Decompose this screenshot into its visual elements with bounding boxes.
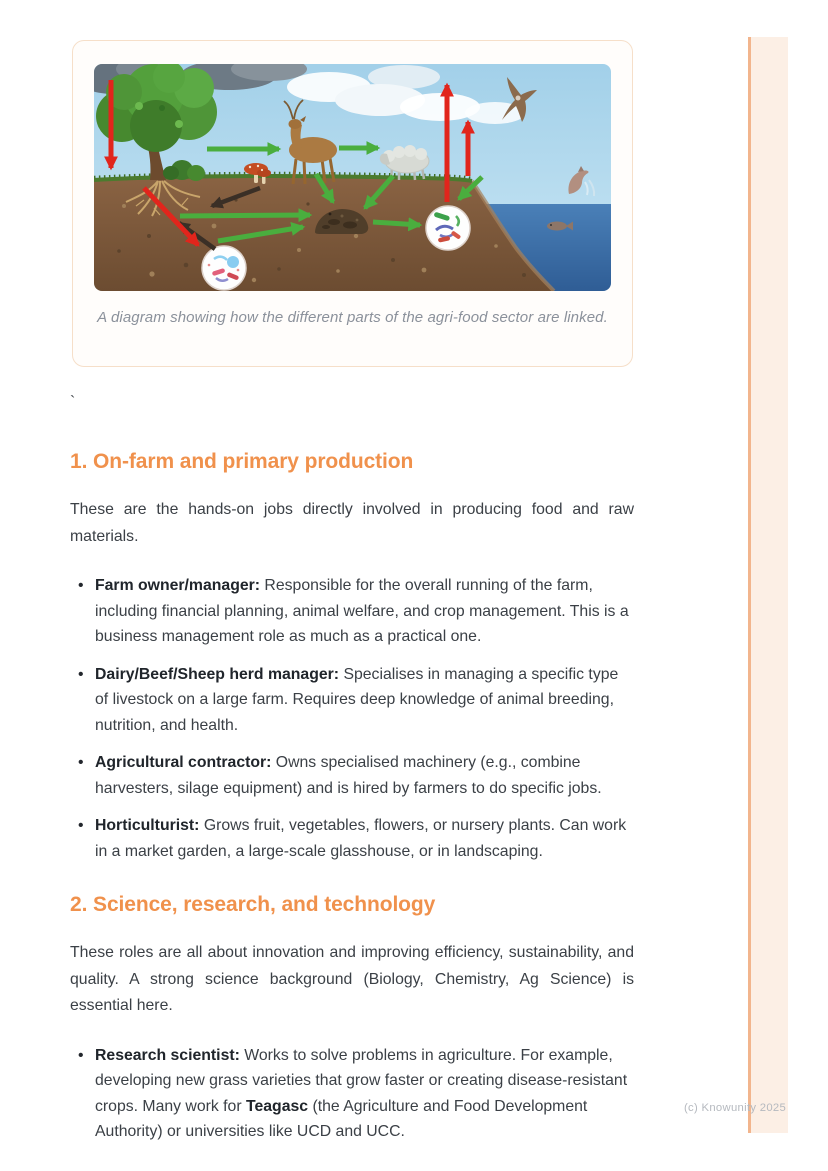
bullet-term: Dairy/Beef/Sheep herd manager: xyxy=(95,665,340,683)
agri-food-ecosystem-diagram xyxy=(94,64,611,291)
bullet-list xyxy=(70,573,634,864)
list-item xyxy=(95,573,634,650)
figure-caption: A diagram showing how the different parts of the agri-food sector are linked. xyxy=(97,309,608,326)
watermark: (c) Knowunity 2025 xyxy=(684,1102,787,1114)
side-strip xyxy=(748,37,788,1133)
bullet-term: Research scientist: xyxy=(95,1046,240,1064)
list-item xyxy=(95,750,634,801)
bullet-text: (the Agriculture and Food Development Authority) or universities like UCD and UCC. xyxy=(95,1097,588,1140)
soil-microbes-circle xyxy=(202,246,246,290)
bullet-term: Farm owner/manager: xyxy=(95,577,261,594)
bullet-term: Horticulturist: xyxy=(95,817,200,834)
content-section xyxy=(70,448,634,864)
stray-backtick: ` xyxy=(70,394,76,411)
bullet-text: Grows fruit, vegetables, flowers, or nursery plants. Can work in a market garden, a large-scale glasshouse, or in landscaping. xyxy=(95,817,627,860)
content-sections xyxy=(70,448,634,1157)
decomposer-microbes-circle xyxy=(426,206,470,250)
bullet-text: Responsible for the overall running of the farm, including financial planning, animal welfare, and crop management. This is a business management role as much as a practical one. xyxy=(95,577,629,645)
list-item xyxy=(95,662,634,739)
bullet-list xyxy=(70,1043,634,1145)
bullet-term: Teagasc xyxy=(246,1097,309,1115)
bullet-text: Specialises in managing a specific type of livestock on a large farm. Requires deep knowledge of animal breeding, nutrition, and health. xyxy=(95,665,619,734)
content-section xyxy=(70,891,634,1145)
section-intro: These are the hands-on jobs directly involved in producing food and raw materials. xyxy=(70,501,634,545)
bullet-text: Works to solve problems in agriculture. For example, developing new grass varieties that grow faster or creating disease-resistant crops. Many work for xyxy=(95,1046,628,1115)
list-item xyxy=(95,813,634,864)
section-heading: 1. On-farm and primary production xyxy=(70,450,414,473)
section-intro: These roles are all about innovation and improving efficiency, sustainability, and quality. A strong science background (Biology, Chemistry, Ag Science) is essential here. xyxy=(70,944,634,1014)
list-item xyxy=(95,1043,634,1145)
bullet-term: Agricultural contractor: xyxy=(95,754,272,771)
section-heading: 2. Science, research, and technology xyxy=(70,893,436,916)
figure-card xyxy=(72,40,633,367)
bullet-text: Owns specialised machinery (e.g., combine harvesters, silage equipment) and is hired by farmers to do specific jobs. xyxy=(95,754,602,797)
